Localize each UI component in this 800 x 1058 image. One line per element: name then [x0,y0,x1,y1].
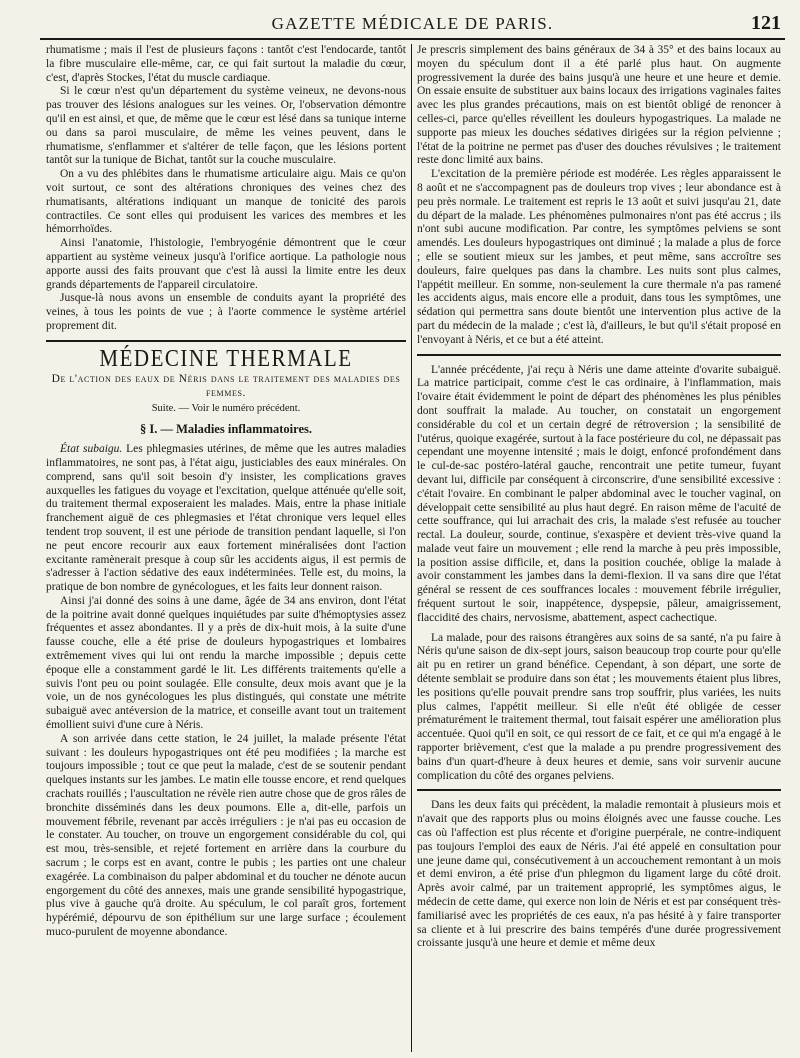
left-column [46,44,406,1052]
paragraph: La malade, pour des raisons étrangères aux soins de sa santé, n'a pu faire à Néris qu'une saison de dix-sept jours, saison beaucoup trop courte pour qu'elle ait pu en retirer un grand bénéfice. Cependant, à son départ, une sorte de détente semblait se produire dans son état ; les mouvements étaient plus libres, les positions qu'elle pouvait prendre sans trop souffrir, plus variées, les nuits plus calmes, l'appétit meilleur. Si elle n'eût été obligée de cesser prématurément le traitement thermal, tout faisait espérer une amélioration plus accentuée. Quoi qu'il en soit, ce qui ressort de ce fait, et ce qui m'a engagé à le rapporter brièvement, c'est que la malade a pu prendre progressivement des bains d'un quart-d'heure à deux heures et demie, sans voir survenir aucune complication du côté des organes pelviens. [417,631,781,782]
column-divider [411,44,412,1052]
journal-title: GAZETTE MÉDICALE DE PARIS. [271,14,554,33]
continuation-note: Suite. — Voir le numéro précédent. [151,402,301,414]
paragraph-lead: État subaigu. [60,443,123,456]
paragraph: Ainsi j'ai donné des soins à une dame, âgée de 34 ans environ, dont l'état de la poitrine avait donné quelques inquiétudes par suite d'hémoptysies assez fréquentes et assez abondantes. Il y a près de dix-huit mois, à la suite d'une fausse couche, elle a été prise de douleurs hypogastriques et lombaires extrêmement vives qui lui ont rendu la marche impossible ; depuis cette époque elle a constamment gardé le lit. Les différents traitements qu'elle a suivis l'ont peu ou point soulagée. Elle consulte, deux mois avant que je la voie, un de nos gynécologues les plus distingués, qui constate une métrite subaiguë avec antéversion de la matrice, et conseille avant tout un traitement émollient suivi d'une cure à Néris. [46,594,406,732]
paragraph: L'année précédente, j'ai reçu à Néris une dame atteinte d'ovarite subaiguë. La matrice participait, comme c'est le cas ordinaire, à l'inflammation, mais l'ovaire était évidemment le point de départ des phénomènes les plus pénibles dont souffrait la malade. Au toucher, on constatait un engorgement considérable du col et un certain degré de rétroversion ; la sensibilité de l'utérus, quoique exagérée, surtout à la face postérieure du col, ne dépassait pas cependant une moyenne intensité ; mais le doigt, enfoncé profondément dans le cul-de-sac postéro-latéral gauche, rencontrait une petite tumeur, fuyant devant lui, difficile par conséquent à circonscrire, d'une sensibilité excessive : c'était l'ovaire. En combinant le palper abdominal avec le toucher vaginal, on développait cette sensibilité au plus haut degré. En raison même de l'acuité de cette souffrance, qui lui arrachait des cris, la malade s'est refusée au toucher rectal. La douleur, sourde, continue, s'exaspère et devient très-vive quand la malade veut faire un mouvement ; elle rend la marche à peu près impossible, la position assise difficile, et, dans la position couchée, oblige la malade à avoir constamment les jambes dans la demi-flexion. Il va sans dire que l'état général se ressent de ces souffrances locales : mouvement fébrile irrégulier, fréquent surtout le soir, inappétence, dyspepsie, pâleur, amaigrissement, flaccidité des chairs, nervosisme, abattement, aspect cachectique. [417,363,781,624]
page-number: 121 [751,12,781,34]
subsection-heading: § I. — Maladies inflammatoires. [140,422,312,437]
section-rule [417,789,781,791]
section-rule [46,340,406,342]
article-title: De l'action des eaux de Néris dans le traitement des maladies des femmes. [51,372,401,399]
paragraph-body: Les phlegmasies utérines, de même que les autres maladies inflammatoires, ne sont pas, à l'état aigu, justiciables des eaux minérales. On comprend, sans qu'il soit besoin d'y insister, les complications graves auxquelles les fatigues du voyage et l'excitation, quelque atténuée qu'elle soit, du traitement thermal exposeraient les malades. Mais, entre la phase initiale franchement aiguë de ces phlegmasies et l'état chronique vers lequel elles tendent trop souvent, il est une période de transition pendant laquelle, si l'on ne peut encore recourir aux eaux fortement minéralisées dont l'action excitante ramènerait presque à coup sûr les accidents aigus, il est permis de s'adresser à l'action sédative des eaux indéterminées. Telle est, du moins, la pratique de bon nombre de gynécologues, et les faits leur donnent raison. [46,443,406,594]
paragraph: Ainsi l'anatomie, l'histologie, l'embryogénie démontrent que le cœur appartient au système veineux jusqu'à l'orifice aortique. La pathologie nous apporte aussi des faits prouvant que c'est là aussi la limite entre les deux grands départements de l'appareil circulatoire. [46,237,406,291]
paragraph: Jusque-là nous avons un ensemble de conduits ayant la propriété des veines, à tous les points de vue ; à l'aorte commence le système artériel proprement dit. [46,292,406,332]
paragraph: Si le cœur n'est qu'un département du système veineux, ne devons-nous pas trouver des lésions analogues sur les veines. Or, l'observation démontre qu'il en est ainsi, et que, de même que le cœur est lésé dans sa tunique interne ou dans sa paroi musculaire, de même les veines peuvent, dans le rhumatisme, s'enflammer et s'altérer de telle façon, que les lésions portent tantôt sur la tunique de Bichat, tantôt sur la couche musculaire. [46,85,406,167]
paragraph: On a vu des phlébites dans le rhumatisme articulaire aigu. Mais ce qu'on voit surtout, ce sont des altérations chroniques des veines chez des rhumatisants, altérations indiquant un manque de tonicité des parois contractiles. Ce sont elles qui produisent les varices des membres et les hémorrhoïdes. [46,168,406,236]
paragraph: L'excitation de la première période est modérée. Les règles apparaissent le 8 août et ne s'accompagnent pas de douleurs trop vives ; leur abondance est à peu près normale. Le traitement est repris le 13 août et suivi jusqu'au 21, date du départ de la malade. Les phénomènes pulmonaires n'ont pas été accrus ; ils n'ont subi aucune modification. Par contre, les symptômes pelviens se sont amendés. Les douleurs hypogastriques ont diminué ; la malade a plus de force ; elle se soutient mieux sur les jambes, et peut même, sans accroître ses douleurs, faire quelques pas dans la chambre. Les nuits sont plus calmes, l'appétit meilleur. En somme, non-seulement la cure thermale n'a pas ramené les accidents aigus, mais encore elle a produit, dans tous les symptômes, une sédation qui permettra sans doute bientôt une intervention plus active de la part du médecin de la malade ; c'est là, d'ailleurs, le but qu'il s'était proposé en l'envoyant à Néris, et ce but a été atteint. [417,168,781,346]
paragraph: Je prescris simplement des bains généraux de 34 à 35° et des bains locaux au moyen du spéculum dont il a été parlé plus haut. On augmente progressivement la durée des bains jusqu'à une heure et une heure et demie. On essaie ensuite de substituer aux bains locaux des irrigations vaginales faites avec les plus grandes précautions, mais on est bientôt obligé de renoncer à celles-ci, parce qu'elles réveillent les douleurs hypogastriques. La malade ne supporte pas mieux les douches sédatives dirigées sur la région pelvienne ; l'état de la poitrine ne permet pas d'user des douches révulsives ; le traitement reste donc limité aux bains. [417,44,781,167]
section-rule [417,354,781,356]
paragraph: rhumatisme ; mais il l'est de plusieurs façons : tantôt c'est l'endocarde, tantôt la fibre musculaire elle-même, car, ce qui fait surtout la maladie du cœur, c'est, d'après Stockes, l'état du muscle cardiaque. [46,44,406,84]
page-header [40,10,785,40]
paragraph [46,443,406,595]
paragraph: A son arrivée dans cette station, le 24 juillet, la malade présente l'état suivant : les douleurs hypogastriques ont été peu modifiées ; la marche est toujours impossible ; tout ce que peut la malade, c'est de se soutenir pendant quelques instants sur les jambes. Le matin elle tousse encore, et rend quelques crachats rouillés ; l'auscultation ne révèle rien autre chose que de gros râles de bronchite disséminés dans les deux poumons. Elle a, dit-elle, parfois un mouvement fébrile, revenant par accès irréguliers : je n'ai pas eu occasion de le constater. Au toucher, on trouve un engorgement considérable du col, qui est mou, très-sensible, et rejeté fortement en arrière dans la courbure du sacrum ; le corps est en avant, contre le pubis ; les parties ont une chaleur exagérée. La combinaison du palper abdominal et du toucher ne dénote aucun engorgement du côté des annexes, mais une grande sensibilité hypogastrique, plus vive à gauche qu'à droite. Au spéculum, le col paraît gros, fortement hypérémié, dépourvu de son épithélium sur une large surface ; écoulement muco-purulent de moyenne abondance. [46,732,406,939]
right-column [417,44,781,1052]
section-title: MÉDECINE THERMALE [99,343,353,372]
paragraph: Dans les deux faits qui précèdent, la maladie remontait à plusieurs mois et n'avait que des rapports plus ou moins éloignés avec une fausse couche. Les cas où l'affection est plus récente et d'origine puerpérale, ne contre-indiquent pas toujours l'emploi des eaux de Néris. J'ai été appelé en consultation pour une jeune dame qui, consécutivement à un accouchement remontant à un mois et demi environ, a été prise d'un phlegmon du ligament large du côté droit. Après avoir calmé, par un traitement approprié, les symptômes aigus, le médecin de cette dame, qui exerce non loin de Néris et est par conséquent très-familiarisé avec les propriétés de ces eaux, n'a pas hésité à y faire transporter sa cliente et à lui prescrire des bains tempérés d'une durée progressivement croissante jusqu'à une heure et demie et même deux [417,799,781,950]
